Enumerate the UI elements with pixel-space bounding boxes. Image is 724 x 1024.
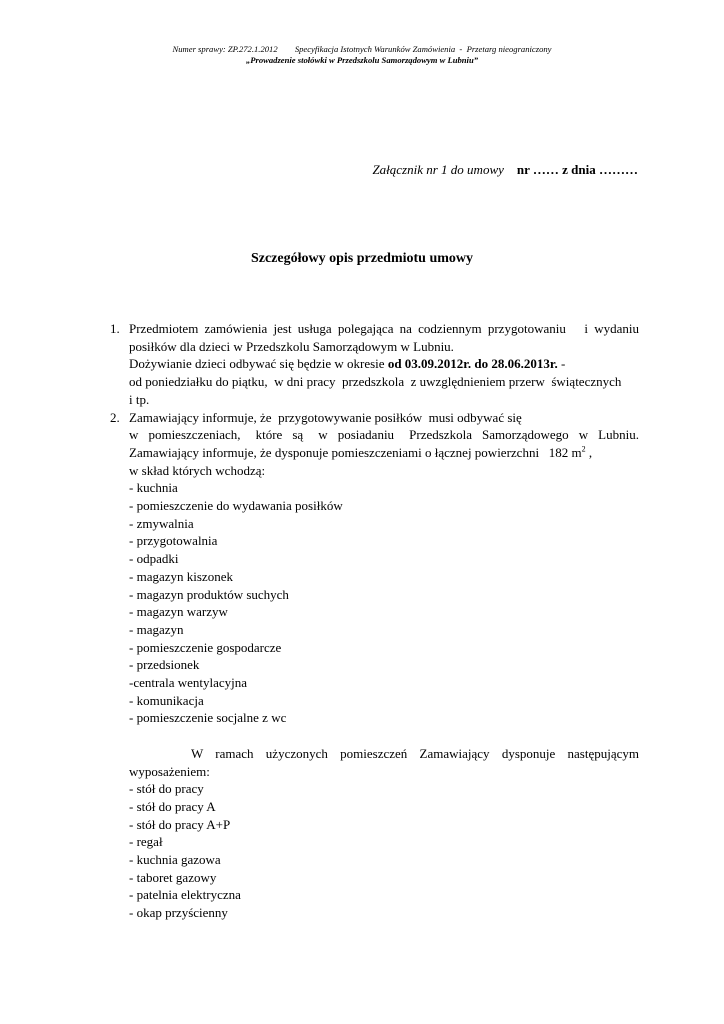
section-2-area-comma: , xyxy=(585,444,593,460)
equipment-list-item: - stół do pracy A xyxy=(129,798,216,814)
section-2-area-text: Zamawiający informuje, że dysponuje pomieszczeniami o łącznej powierzchni 182 m xyxy=(129,444,582,460)
room-list-item: -centrala wentylacyjna xyxy=(129,675,248,691)
section-1-period xyxy=(129,355,639,373)
section-1-line: i tp. xyxy=(129,391,150,407)
equipment-intro: W ramach użyczonych pomieszczeń Zamawiający dysponuje następującym xyxy=(191,745,639,761)
equipment-list-item: - regał xyxy=(129,834,163,850)
equipment-list-item: - stół do pracy xyxy=(129,781,204,797)
annex-label: Załącznik nr 1 do umowy xyxy=(372,162,504,177)
room-list-item: - kuchnia xyxy=(129,480,178,496)
section-2-area-superscript: 2 xyxy=(581,444,586,454)
room-list-item: - magazyn warzyw xyxy=(129,604,228,620)
room-list-item: - przedsionek xyxy=(129,657,200,673)
section-1-line: Przedmiotem zamówienia jest usługa polegająca na codziennym przygotowaniu i wydaniu xyxy=(129,321,639,336)
equipment-list xyxy=(129,780,639,922)
annex-reference xyxy=(372,162,638,178)
header-case-number: Numer sprawy: ZP.272.1.2012 Specyfikacja Istotnych Warunków Zamówienia - Przetarg nieograniczony xyxy=(172,44,552,54)
room-list-item: - przygotowalnia xyxy=(129,533,218,549)
room-list-item: - zmywalnia xyxy=(129,515,194,531)
section-2-area-line xyxy=(129,444,639,462)
section-1-period-dates: od 03.09.2012r. do 28.06.2013r. xyxy=(387,356,558,372)
section-2-line: w pomieszczeniach, które są w posiadaniu Przedszkola Samorządowego w Lubniu. xyxy=(129,427,639,443)
room-list-item: - komunikacja xyxy=(129,692,204,708)
section-2-line: Zamawiający informuje, że przygotowywanie posiłków musi odbywać się xyxy=(129,409,522,425)
page-title: Szczegółowy opis przedmiotu umowy xyxy=(250,251,474,266)
equipment-list-item: - okap przyścienny xyxy=(129,905,228,921)
room-list-item: - magazyn xyxy=(129,621,184,637)
header-project-title: „Prowadzenie stołówki w Przedszkolu Samorządowym w Lubniu” xyxy=(245,55,479,65)
rooms-list xyxy=(129,479,639,727)
equipment-intro-end: wyposażeniem: xyxy=(129,763,210,779)
room-list-item: - magazyn kiszonek xyxy=(129,568,233,584)
room-list-item: - magazyn produktów suchych xyxy=(129,586,289,602)
equipment-list-item: - stół do pracy A+P xyxy=(129,816,231,832)
equipment-list-item: - kuchnia gazowa xyxy=(129,852,221,868)
section-1-line: od poniedziałku do piątku, w dni pracy przedszkola z uwzględnieniem przerw świątecznych xyxy=(129,374,622,390)
section-2-line: w skład których wchodzą: xyxy=(129,462,266,478)
section-1 xyxy=(110,320,639,409)
equipment-list-item: - taboret gazowy xyxy=(129,869,217,885)
section-2 xyxy=(110,409,639,427)
section-2-number: 2. xyxy=(110,409,120,425)
equipment-list-item: - patelnia elektryczna xyxy=(129,887,241,903)
room-list-item: - odpadki xyxy=(129,551,179,567)
section-1-line: posiłków dla dzieci w Przedszkolu Samorządowym w Lubniu. xyxy=(129,338,454,354)
annex-number: nr …… z dnia ……… xyxy=(516,162,638,177)
room-list-item: - pomieszczenie socjalne z wc xyxy=(129,710,287,726)
document-body xyxy=(110,320,639,922)
room-list-item: - pomieszczenie gospodarcze xyxy=(129,639,282,655)
section-1-period-text: Dożywianie dzieci odbywać się będzie w okresie xyxy=(129,356,388,372)
section-1-number: 1. xyxy=(110,321,120,336)
room-list-item: - pomieszczenie do wydawania posiłków xyxy=(129,498,343,514)
section-1-period-dash: - xyxy=(557,356,566,372)
